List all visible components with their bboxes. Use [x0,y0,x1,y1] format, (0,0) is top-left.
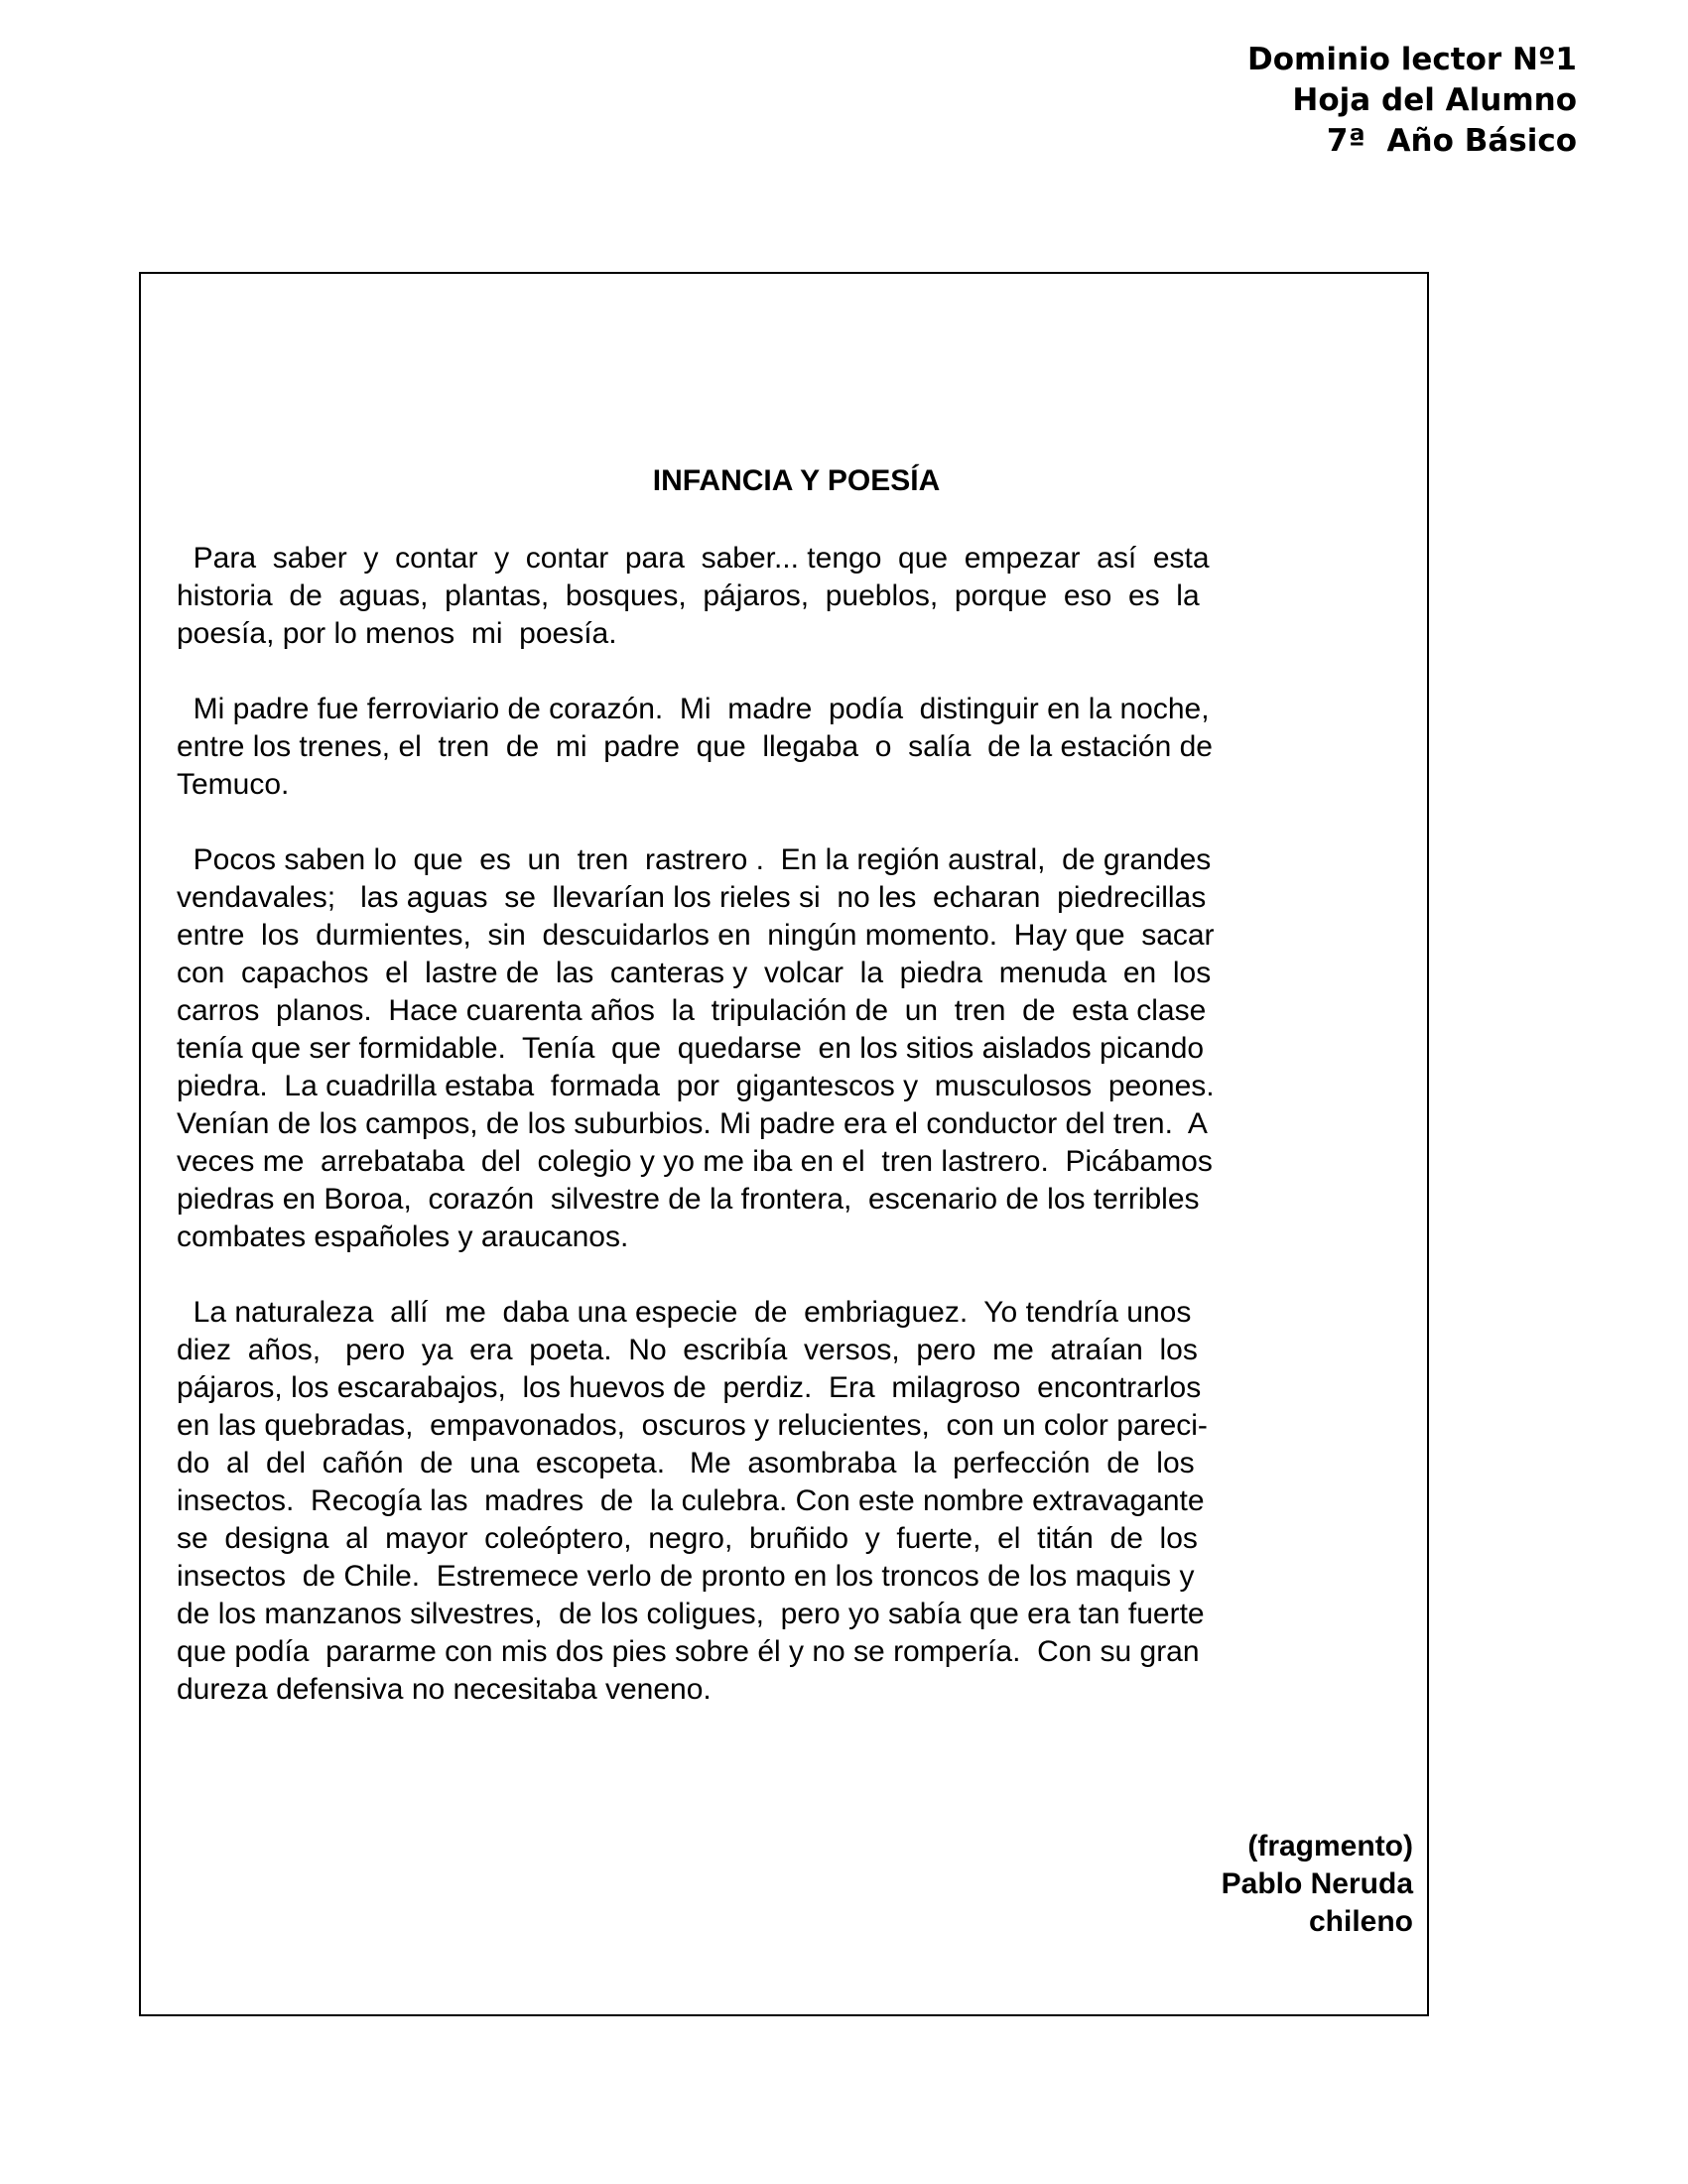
paragraph-line: Mi padre fue ferroviario de corazón. Mi madre podía distinguir en la noche, [177,693,1210,725]
reading-title: INFANCIA Y POESÍA [652,464,941,497]
paragraph-line: piedras en Boroa, corazón silvestre de la frontera, escenario de los terribles [177,1183,1200,1216]
paragraph-line: veces me arrebataba del colegio y yo me iba en el tren lastrero. Picábamos [177,1145,1213,1178]
header-line-grade: 7ª Año Básico [1326,123,1577,159]
paragraph-line: Temuco. [177,768,290,801]
signature-author: Pablo Neruda [1221,1867,1413,1900]
paragraph-gap [177,653,1479,691]
reading-body [177,540,1479,1709]
paragraph-line: diez años, pero ya era poeta. No escribía versos, pero me atraían los [177,1334,1198,1366]
paragraph-line: insectos de Chile. Estremece verlo de pronto en los troncos de los maquis y [177,1560,1195,1593]
paragraph-line: poesía, por lo menos mi poesía. [177,617,617,650]
paragraph-line: entre los durmientes, sin descuidarlos en ningún momento. Hay que sacar [177,919,1215,952]
paragraph-line: insectos. Recogía las madres de la culebra. Con este nombre extravagante [177,1484,1205,1517]
reading-frame [139,272,1429,2016]
header-line-hoja: Hoja del Alumno [1292,82,1577,118]
paragraph-line: piedra. La cuadrilla estaba formada por gigantescos y musculosos peones. [177,1070,1215,1102]
header-line-dominio: Dominio lector Nº1 [1247,42,1577,77]
paragraph-line: Para saber y contar y contar para saber... tengo que empezar así esta [177,542,1210,575]
paragraph-line: carros planos. Hace cuarenta años la tripulación de un tren de esta clase [177,994,1207,1027]
paragraph [177,841,1479,1256]
paragraph-line: que podía pararme con mis dos pies sobre él y no se rompería. Con su gran [177,1635,1200,1668]
paragraph-line: con capachos el lastre de las canteras y volcar la piedra menuda en los [177,957,1212,989]
paragraph-line: Pocos saben lo que es un tren rastrero . En la región austral, de grandes [177,843,1212,876]
paragraph-line: pájaros, los escarabajos, los huevos de perdiz. Era milagroso encontrarlos [177,1371,1202,1404]
paragraph-line: en las quebradas, empavonados, oscuros y relucientes, con un color pareci- [177,1409,1208,1442]
signature-nationality: chileno [1308,1905,1413,1938]
paragraph-line: historia de aguas, plantas, bosques, pájaros, pueblos, porque eso es la [177,579,1200,612]
paragraph-line: de los manzanos silvestres, de los coligues, pero yo sabía que era tan fuerte [177,1598,1205,1630]
signature-fragment: (fragmento) [1247,1830,1413,1863]
paragraph [177,540,1479,653]
paragraph-line: tenía que ser formidable. Tenía que quedarse en los sitios aislados picando [177,1032,1205,1065]
document-header [1247,40,1577,162]
paragraph-line: do al del cañón de una escopeta. Me asombraba la perfección de los [177,1447,1195,1479]
paragraph [177,1294,1479,1709]
paragraph-gap [177,1256,1479,1294]
paragraph-line: Venían de los campos, de los suburbios. Mi padre era el conductor del tren. A [177,1107,1208,1140]
paragraph-line: entre los trenes, el tren de mi padre que llegaba o salía de la estación de [177,730,1213,763]
signature-block [1222,1828,1413,1941]
paragraph-line: vendavales; las aguas se llevarían los rieles si no les echaran piedrecillas [177,881,1207,914]
paragraph-line: La naturaleza allí me daba una especie de embriaguez. Yo tendría unos [177,1296,1192,1329]
paragraph-line: se designa al mayor coleóptero, negro, bruñido y fuerte, el titán de los [177,1522,1198,1555]
paragraph [177,691,1479,804]
paragraph-line: combates españoles y araucanos. [177,1220,629,1253]
paragraph-line: dureza defensiva no necesitaba veneno. [177,1673,712,1706]
paragraph-gap [177,804,1479,841]
